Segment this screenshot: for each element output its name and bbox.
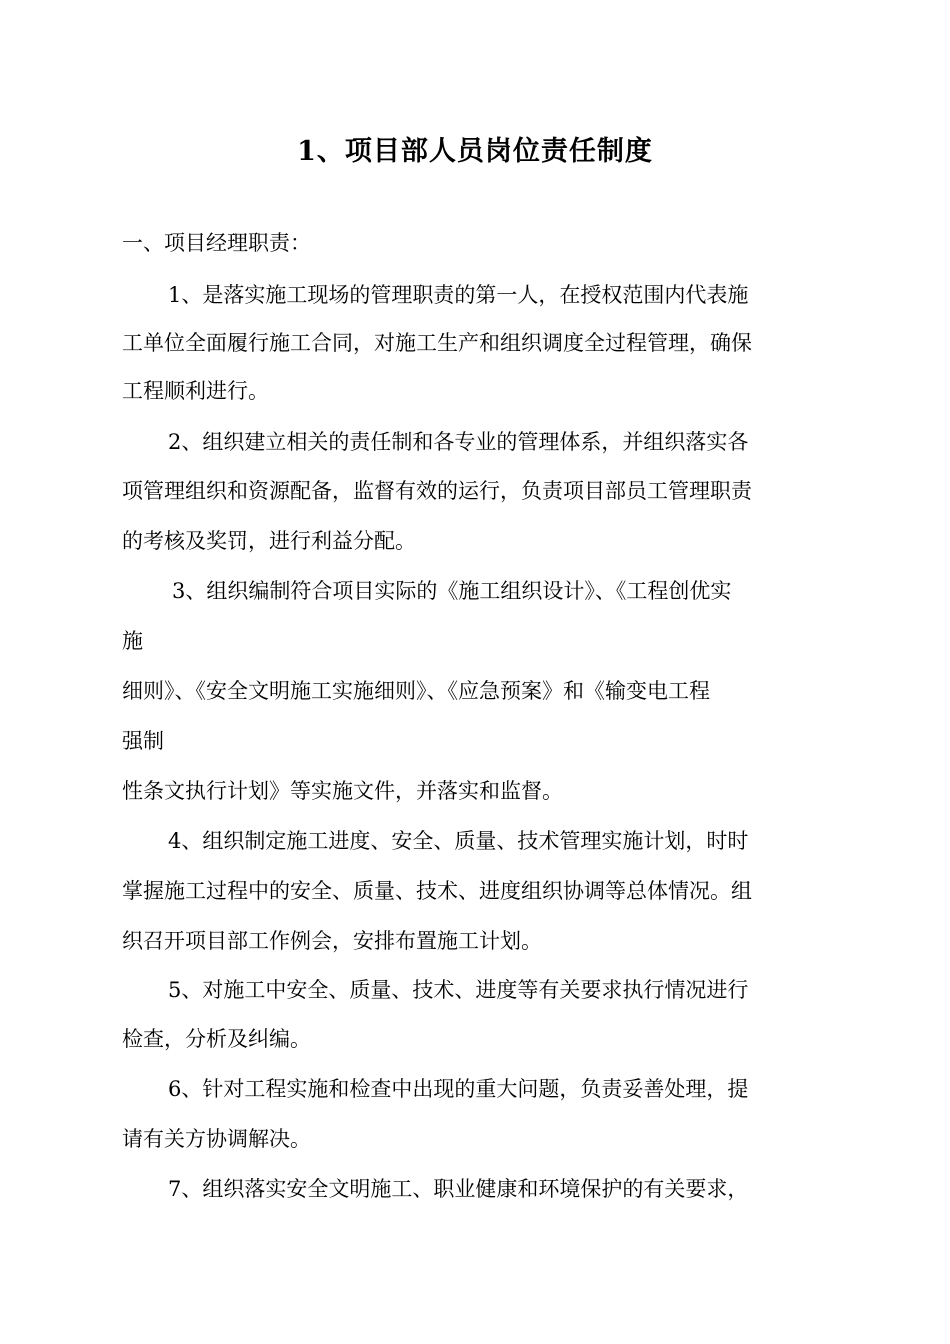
paragraph-line: 1、是落实施工现场的管理职责的第一人，在授权范围内代表施	[168, 283, 749, 307]
paragraph-line: 施	[122, 629, 143, 653]
page-title: 1、项目部人员岗位责任制度	[297, 136, 653, 167]
section-heading: 一、项目经理职责：	[122, 231, 311, 255]
paragraph-line: 织召开项目部工作例会，安排布置施工计划。	[122, 929, 542, 953]
paragraph-line: 5、对施工中安全、质量、技术、进度等有关要求执行情况进行	[168, 978, 749, 1002]
paragraph-line: 强制	[122, 729, 164, 753]
paragraph-line: 工程顺利进行。	[122, 379, 269, 403]
paragraph-line: 掌握施工过程中的安全、质量、技术、进度组织协调等总体情况。组	[122, 879, 752, 903]
paragraph-line: 的考核及奖罚，进行利益分配。	[122, 529, 416, 553]
paragraph-line: 4、组织制定施工进度、安全、质量、技术管理实施计划，时时	[168, 829, 749, 853]
paragraph-line: 2、组织建立相关的责任制和各专业的管理体系，并组织落实各	[168, 430, 749, 454]
paragraph-line: 3、组织编制符合项目实际的《施工组织设计》、《工程创优实	[172, 579, 732, 603]
paragraph-line: 7、组织落实安全文明施工、职业健康和环境保护的有关要求，	[168, 1177, 749, 1201]
paragraph-line: 细则》、《安全文明施工实施细则》、《应急预案》和《输变电工程	[122, 679, 710, 703]
paragraph-line: 项管理组织和资源配备，监督有效的运行，负责项目部员工管理职责	[122, 479, 752, 503]
paragraph-line: 请有关方协调解决。	[122, 1127, 311, 1151]
paragraph-line: 性条文执行计划》等实施文件，并落实和监督。	[122, 779, 563, 803]
paragraph-line: 6、针对工程实施和检查中出现的重大问题，负责妥善处理，提	[168, 1077, 749, 1101]
paragraph-line: 工单位全面履行施工合同，对施工生产和组织调度全过程管理，确保	[122, 331, 752, 355]
paragraph-line: 检查，分析及纠编。	[122, 1027, 311, 1051]
